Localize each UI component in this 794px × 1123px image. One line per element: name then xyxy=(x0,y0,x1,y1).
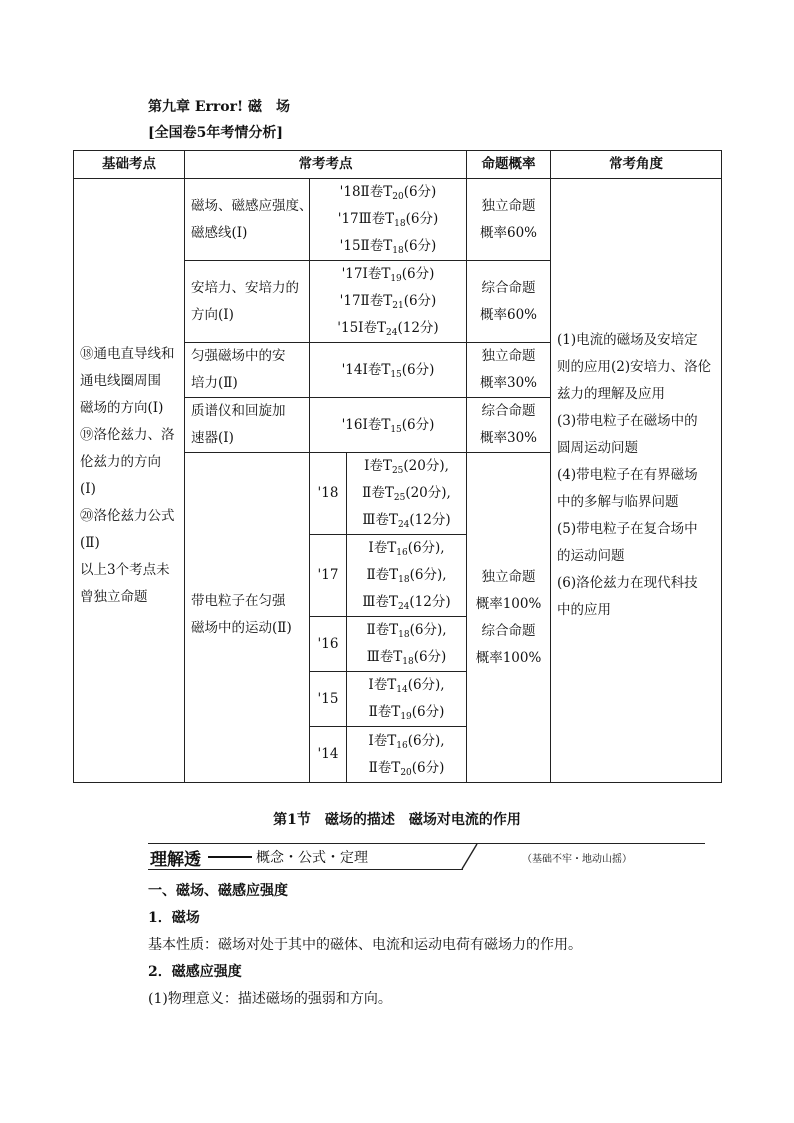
probability-cell: 独立命题 概率100% 综合命题 概率100% xyxy=(467,453,551,783)
topic-line: 培力(Ⅱ) xyxy=(191,375,238,391)
year-cell: '18 xyxy=(310,453,347,535)
year-cell: '15 xyxy=(310,672,347,727)
record-line: '17Ⅱ卷$T_{21}(6$分) xyxy=(339,293,437,311)
angle-line: 则的应用(2)安培力、洛伦 xyxy=(557,359,712,375)
heading-3: 2．磁感应强度 xyxy=(148,964,242,980)
record-cell xyxy=(347,727,467,783)
heading-2: 1．磁场 xyxy=(148,910,200,926)
topic-cell xyxy=(185,261,310,343)
paragraph-2: (1)物理意义：描述磁场的强弱和方向。 xyxy=(148,991,392,1007)
record-cell xyxy=(310,343,467,398)
paragraph-1: 基本性质：磁场对处于其中的磁体、电流和运动电荷有磁场力的作用。 xyxy=(148,937,582,953)
record-cell xyxy=(347,617,467,672)
topic-line: 磁场中的运动(Ⅱ) xyxy=(191,620,292,636)
angles-cell xyxy=(551,179,722,783)
header-probability: 命题概率 xyxy=(467,151,551,179)
record-cell xyxy=(310,398,467,453)
header-common-points: 常考考点 xyxy=(185,151,467,179)
record-line: Ⅰ卷$T_{25}(20$分), xyxy=(364,458,449,476)
banner-dash xyxy=(208,856,252,858)
record-line: Ⅲ卷$T_{24}(12$分) xyxy=(362,594,451,612)
angle-line: 圆周运动问题 xyxy=(557,440,639,456)
table-row xyxy=(74,179,722,261)
record-line: Ⅱ卷$T_{25}(20$分), xyxy=(362,485,451,503)
table-header-row xyxy=(74,151,722,179)
basic-point-line: ⑳洛伦兹力公式 xyxy=(80,508,175,524)
record-line: '16Ⅰ卷$T_{15}(6$分) xyxy=(341,416,435,435)
banner-main-title: 理解透 xyxy=(150,850,201,870)
heading-1: 一、磁场、磁感应强度 xyxy=(148,883,288,899)
record-cell xyxy=(347,453,467,535)
record-line: '15Ⅰ卷$T_{24}(12$分) xyxy=(337,320,439,338)
probability-cell: 独立命题 概率30% xyxy=(467,343,551,398)
year-cell: '17 xyxy=(310,535,347,617)
angle-line: 兹力的理解及应用 xyxy=(557,386,666,402)
angle-line: 中的应用 xyxy=(557,602,612,618)
basic-point-line: 磁场的方向(Ⅰ) xyxy=(80,400,164,416)
basic-point-line: ⑱通电直导线和 xyxy=(80,346,175,362)
exam-analysis-subtitle: [全国卷5年考情分析] xyxy=(148,125,283,141)
header-angles: 常考角度 xyxy=(551,151,722,179)
banner-subtitle: 概念・公式・定理 xyxy=(256,850,368,866)
record-cell xyxy=(347,535,467,617)
banner-top-rule xyxy=(148,843,705,844)
year-cell: '14 xyxy=(310,727,347,783)
topic-cell xyxy=(185,398,310,453)
banner-note: （基础不牢・地动山摇） xyxy=(522,854,632,865)
probability-cell: 独立命题 概率60% xyxy=(467,179,551,261)
record-line: Ⅰ卷$T_{16}(6$分), xyxy=(368,732,445,751)
record-line: Ⅱ卷$T_{20}(6$分) xyxy=(368,759,445,778)
banner-slash xyxy=(456,843,483,870)
angle-line: (6)洛伦兹力在现代科技 xyxy=(557,575,698,591)
basic-points-cell xyxy=(74,179,185,783)
basic-point-line: (Ⅱ) xyxy=(80,535,100,551)
record-line: Ⅱ卷$T_{18}(6$分), xyxy=(366,567,447,585)
probability-cell: 综合命题 概率30% xyxy=(467,398,551,453)
topic-line: 质谱仪和回旋加 xyxy=(191,403,286,419)
record-line: Ⅰ卷$T_{14}(6$分), xyxy=(368,677,445,695)
topic-line: 磁感线(Ⅰ) xyxy=(191,224,248,241)
record-line: Ⅰ卷$T_{16}(6$分), xyxy=(368,540,445,558)
header-basic-points: 基础考点 xyxy=(74,151,185,179)
record-cell xyxy=(347,672,467,727)
record-line: Ⅱ卷$T_{18}(6$分), xyxy=(366,622,447,640)
record-line: Ⅲ卷$T_{18}(6$分) xyxy=(366,649,447,667)
angle-line: (4)带电粒子在有界磁场 xyxy=(557,467,698,483)
section-title: 第1节 磁场的描述 磁场对电流的作用 xyxy=(273,812,521,828)
record-cell xyxy=(310,179,467,261)
probability-cell: 综合命题 概率60% xyxy=(467,261,551,343)
topic-line: 磁场、磁感应强度、 xyxy=(191,197,313,214)
topic-cell xyxy=(185,179,313,261)
angle-line: (5)带电粒子在复合场中 xyxy=(557,521,698,537)
topic-cell xyxy=(185,453,310,783)
basic-point-line: 通电线圈周围 xyxy=(80,373,161,389)
record-line: '14Ⅰ卷$T_{15}(6$分) xyxy=(341,361,435,380)
record-line: '18Ⅱ卷$T_{20}(6$分) xyxy=(339,184,437,202)
angle-line: 中的多解与临界问题 xyxy=(557,494,679,510)
topic-line: 方向(Ⅰ) xyxy=(191,306,234,323)
record-cell xyxy=(310,261,467,343)
topic-line: 带电粒子在匀强 xyxy=(191,593,286,609)
year-cell: '16 xyxy=(310,617,347,672)
record-line: '17Ⅰ卷$T_{19}(6$分) xyxy=(341,266,435,284)
record-line: Ⅱ卷$T_{19}(6$分) xyxy=(368,704,445,722)
topic-cell xyxy=(185,343,310,398)
basic-point-line: 曾独立命题 xyxy=(80,589,148,605)
topic-line: 匀强磁场中的安 xyxy=(191,348,286,364)
chapter-title: 第九章 Error! 磁 场 xyxy=(148,99,291,115)
angle-line: (1)电流的磁场及安培定 xyxy=(557,332,698,348)
basic-point-line: 以上3个考点未 xyxy=(80,562,170,578)
exam-analysis-table xyxy=(73,150,722,783)
angle-line: (3)带电粒子在磁场中的 xyxy=(557,413,698,429)
record-line: '15Ⅱ卷$T_{18}(6$分) xyxy=(339,238,437,256)
basic-point-line: (Ⅰ) xyxy=(80,481,96,497)
basic-point-line: ⑲洛伦兹力、洛 xyxy=(80,427,175,443)
basic-point-line: 伦兹力的方向 xyxy=(80,454,161,470)
angle-line: 的运动问题 xyxy=(557,548,625,564)
record-line: Ⅲ卷$T_{24}(12$分) xyxy=(362,512,451,530)
topic-line: 速器(Ⅰ) xyxy=(191,430,234,446)
topic-line: 安培力、安培力的 xyxy=(191,279,299,296)
record-line: '17Ⅲ卷$T_{18}(6$分) xyxy=(337,211,439,229)
